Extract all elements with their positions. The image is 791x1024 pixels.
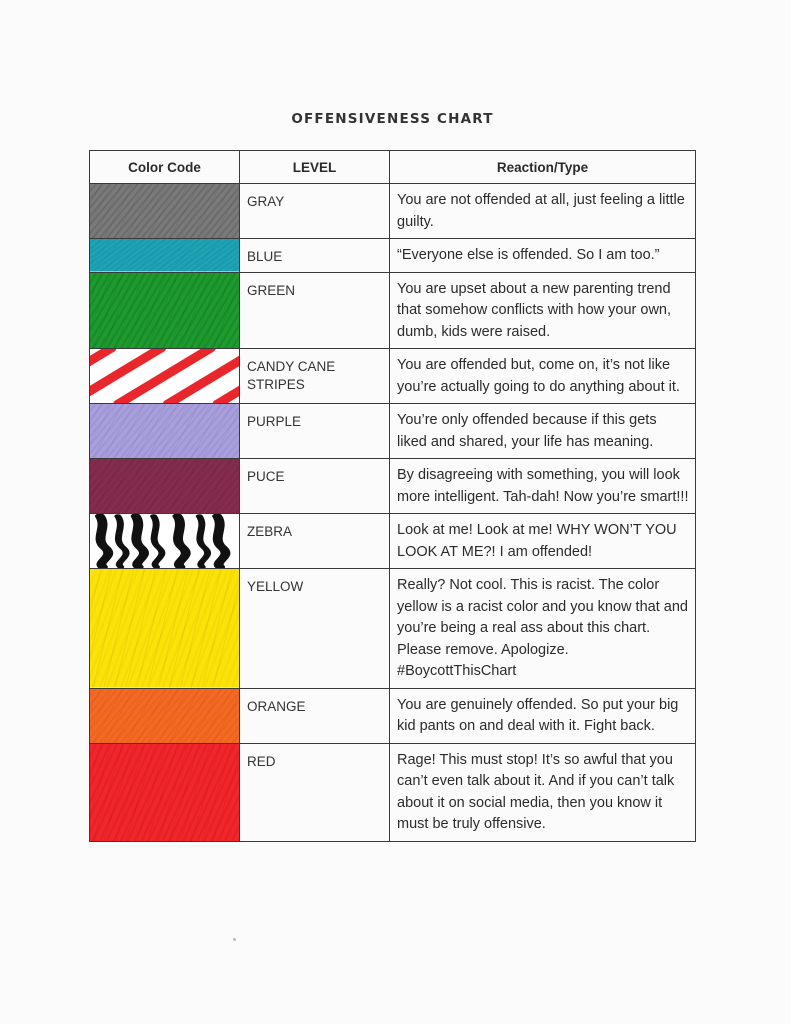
swatch-drawing	[90, 239, 239, 272]
table-row	[90, 743, 696, 841]
color-swatch	[90, 688, 240, 743]
table-row	[90, 404, 696, 459]
reaction-text: “Everyone else is offended. So I am too.”	[390, 239, 696, 273]
header-color-code: Color Code	[90, 151, 240, 184]
table-row	[90, 184, 696, 239]
swatch-drawing	[90, 514, 239, 568]
offensiveness-table	[89, 150, 696, 842]
table-header-row	[90, 151, 696, 184]
reaction-text: By disagreeing with something, you will look more intelligent. Tah-dah! Now you’re smart!!!	[390, 459, 696, 514]
color-swatch	[90, 404, 240, 459]
level-label: CANDY CANE STRIPES	[240, 349, 390, 404]
swatch-drawing	[90, 689, 239, 743]
level-label: YELLOW	[240, 569, 390, 689]
level-label: PUCE	[240, 459, 390, 514]
swatch-drawing	[90, 744, 239, 841]
table-row	[90, 459, 696, 514]
table-row	[90, 569, 696, 689]
color-swatch	[90, 459, 240, 514]
swatch-drawing	[90, 569, 239, 688]
level-label: BLUE	[240, 239, 390, 273]
page-title: OFFENSIVENESS CHART	[291, 111, 494, 127]
reaction-text: Rage! This must stop! It’s so awful that you can’t even talk about it. And if you can’t talk about it on social media, then you know it must be truly offensive.	[390, 743, 696, 841]
table-row	[90, 514, 696, 569]
reaction-text: Really? Not cool. This is racist. The color yellow is a racist color and you know that and you’re being a real ass about this chart. Please remove. Apologize. #BoycottThisChart	[390, 569, 696, 689]
color-swatch	[90, 569, 240, 689]
color-swatch	[90, 514, 240, 569]
header-reaction: Reaction/Type	[390, 151, 696, 184]
scan-speck	[233, 938, 236, 941]
level-label: PURPLE	[240, 404, 390, 459]
reaction-text: You’re only offended because if this gets liked and shared, your life has meaning.	[390, 404, 696, 459]
level-label: ZEBRA	[240, 514, 390, 569]
color-swatch	[90, 184, 240, 239]
color-swatch	[90, 349, 240, 404]
reaction-text: You are offended but, come on, it’s not like you’re actually going to do anything about it.	[390, 349, 696, 404]
swatch-drawing	[90, 404, 239, 458]
color-swatch	[90, 743, 240, 841]
table-row	[90, 272, 696, 349]
reaction-text: Look at me! Look at me! WHY WON’T YOU LOOK AT ME?! I am offended!	[390, 514, 696, 569]
header-level: LEVEL	[240, 151, 390, 184]
swatch-drawing	[90, 459, 239, 513]
table-row	[90, 239, 696, 273]
level-label: GREEN	[240, 272, 390, 349]
table-row	[90, 688, 696, 743]
color-swatch	[90, 272, 240, 349]
level-label: RED	[240, 743, 390, 841]
level-label: GRAY	[240, 184, 390, 239]
reaction-text: You are genuinely offended. So put your big kid pants on and deal with it. Fight back.	[390, 688, 696, 743]
swatch-drawing	[90, 349, 239, 403]
swatch-drawing	[90, 273, 239, 349]
level-label: ORANGE	[240, 688, 390, 743]
reaction-text: You are not offended at all, just feeling a little guilty.	[390, 184, 696, 239]
color-swatch	[90, 239, 240, 273]
reaction-text: You are upset about a new parenting trend that somehow conflicts with how your own, dumb, kids were raised.	[390, 272, 696, 349]
swatch-drawing	[90, 184, 239, 238]
table-row	[90, 349, 696, 404]
